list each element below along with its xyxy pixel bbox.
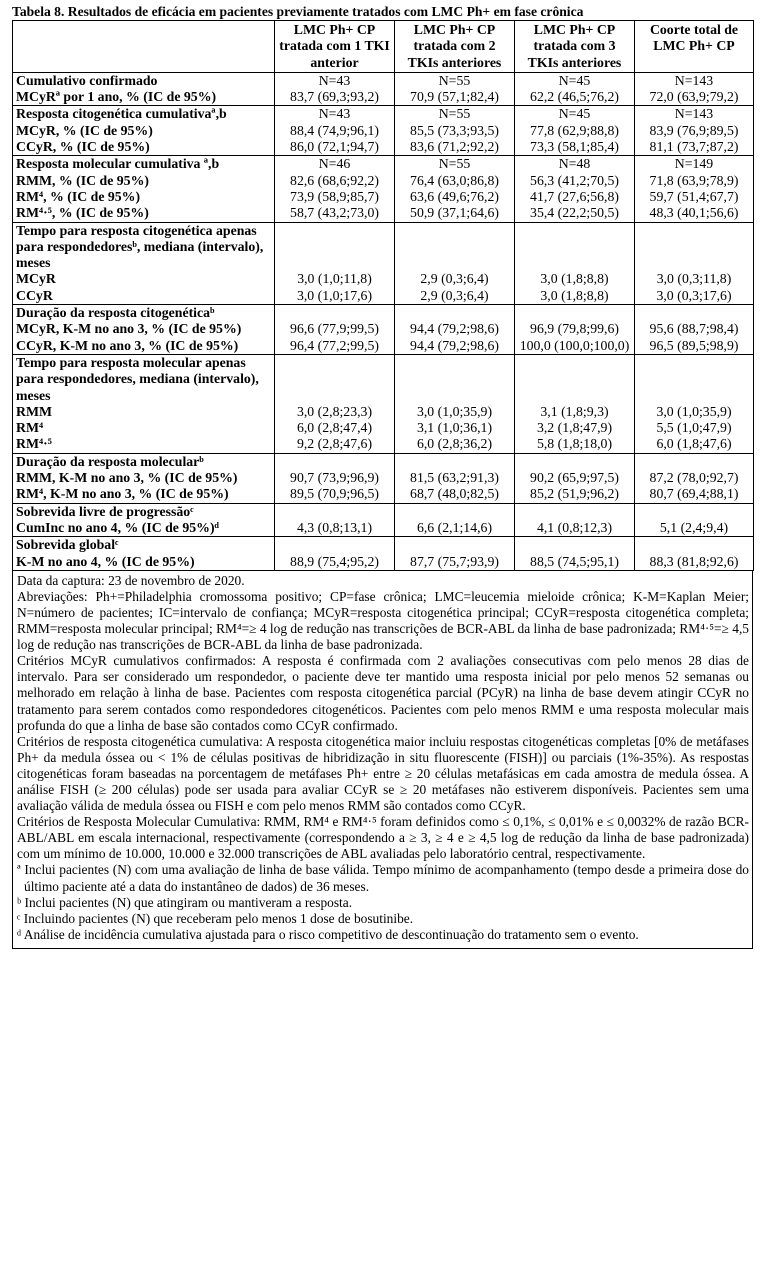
row-value: 83,6 (71,2;92,2) <box>410 139 499 155</box>
row-label: RMM, K-M no ano 3, % (IC de 95%) <box>16 470 238 486</box>
row-value: 72,0 (63,9;79,2) <box>649 89 739 105</box>
value-cell <box>275 503 395 537</box>
table-section <box>13 453 754 503</box>
table-section <box>13 305 754 355</box>
row-value: 3,2 (1,8;47,9) <box>536 420 613 436</box>
value-cell <box>275 354 395 453</box>
row-value: 95,6 (88,7;98,4) <box>649 321 739 337</box>
row-label-cell <box>13 222 275 304</box>
row-label: Cumulativo confirmado <box>16 72 158 88</box>
row-value: 81,5 (63,2;91,3) <box>410 470 499 486</box>
row-label: Resposta molecular cumulativa ª,b <box>16 156 220 172</box>
value-cell <box>275 72 395 106</box>
row-value: N=149 <box>674 156 714 172</box>
row-value: 3,0 (0,3;11,8) <box>656 271 732 287</box>
footnote: ᵈ Análise de incidência cumulativa ajustada para o risco competitivo de descontinuação do tratamento sem o evento. <box>17 926 639 942</box>
row-label-cell <box>13 453 275 503</box>
row-value: 2,9 (0,3;6,4) <box>420 271 489 287</box>
value-cell <box>515 354 635 453</box>
table-section <box>13 537 754 571</box>
value-cell <box>635 222 754 304</box>
row-value: 50,9 (37,1;64,6) <box>410 205 499 221</box>
row-label: MCyR, % (IC de 95%) <box>16 122 153 138</box>
value-cell <box>635 354 754 453</box>
row-label: MCyR <box>16 271 56 287</box>
row-value: 3,0 (0,3;17,6) <box>656 287 732 303</box>
row-label-cell <box>13 354 275 453</box>
header-row <box>13 21 754 73</box>
footnote: ᶜ Incluindo pacientes (N) que receberam pelo menos 1 dose de bosutinibe. <box>17 910 414 926</box>
table-section <box>13 222 754 304</box>
value-cell <box>635 106 754 156</box>
value-cell <box>635 503 754 537</box>
row-value <box>519 355 630 404</box>
row-value: 6,0 (2,8;47,4) <box>296 420 373 436</box>
row-value: 100,0 (100,0;100,0) <box>519 337 630 353</box>
column-header-total: Coorte total de LMC Ph+ CP <box>635 21 754 73</box>
row-label: RM⁴·⁵ <box>16 436 52 452</box>
table-title: Tabela 8. Resultados de eficácia em pacientes previamente tratados com LMC Ph+ em fase crônica <box>12 4 584 19</box>
row-value <box>279 454 390 470</box>
row-value <box>399 305 510 321</box>
value-cell <box>395 354 515 453</box>
efficacy-table <box>12 20 754 571</box>
row-value: 3,0 (1,0;11,8) <box>297 271 372 287</box>
row-value: 6,6 (2,1;14,6) <box>416 519 493 535</box>
value-cell <box>395 106 515 156</box>
row-value <box>399 355 510 404</box>
row-label: RM⁴, K-M no ano 3, % (IC de 95%) <box>16 486 229 502</box>
column-header-3-tki: LMC Ph+ CP tratada com 3 TKIs anteriores <box>515 21 635 73</box>
row-value: 83,9 (76,9;89,5) <box>649 122 739 138</box>
value-cell <box>395 305 515 355</box>
row-label: Duração da resposta citogenéticaᵇ <box>16 305 215 321</box>
row-value: 96,9 (79,8;99,6) <box>530 321 619 337</box>
row-value: N=46 <box>318 156 351 172</box>
row-label: RM⁴·⁵, % (IC de 95%) <box>16 205 149 221</box>
row-value: 81,1 (73,7;87,2) <box>649 139 739 155</box>
row-value: 96,5 (89,5;98,9) <box>649 337 739 353</box>
row-value: 94,4 (79,2;98,6) <box>410 321 499 337</box>
table-notes <box>12 571 753 949</box>
value-cell <box>515 537 635 571</box>
note-paragraph: Abreviações: Ph+=Philadelphia cromossoma positivo; CP=fase crônica; LMC=leucemia mieloide crônica; K-M=Kaplan Meier; N=número de pacientes; IC=intervalo de confiança; MCyR=resposta citogenética principal; CCyR=resposta citogenética completa; RMM=resposta molecular principal; RM⁴=≥ 4 log de redução nas transcrições de BCR-ABL da linha de base padronizada; RM⁴·⁵=≥ 4,5 log de redução nas transcrições de BCR-ABL da linha de base padronizada. <box>17 588 749 653</box>
header-label-cell <box>13 21 275 73</box>
row-value: 3,1 (1,0;36,1) <box>416 420 493 436</box>
row-value: 80,7 (69,4;88,1) <box>649 486 739 502</box>
row-value: 87,2 (78,0;92,7) <box>649 470 739 486</box>
value-cell <box>395 453 515 503</box>
value-cell <box>395 503 515 537</box>
note-paragraph: Critérios de Resposta Molecular Cumulativa: RMM, RM⁴ e RM⁴·⁵ foram definidos como ≤ 0,1%, ≤ 0,01% e ≤ 0,0032% de razão BCR-ABL/ABL em escala internacional, respectivamente (correspondendo a ≥ 3, ≥ 4 e ≥ 4,5 log de redução da linha de base padronizada) com um mínimo de 10.000, 10.000 e 32.000 transcrições de ABL avaliadas pelo laboratório central, respectivamente. <box>17 814 749 862</box>
value-cell <box>275 537 395 571</box>
value-cell <box>515 156 635 222</box>
row-value: 73,3 (58,1;85,4) <box>530 139 619 155</box>
row-value: 5,1 (2,4;9,4) <box>659 519 729 535</box>
row-value <box>639 454 749 470</box>
row-value: 83,7 (69,3;93,2) <box>290 89 379 105</box>
row-value: 3,0 (1,0;35,9) <box>416 403 493 419</box>
row-value: 41,7 (27,6;56,8) <box>530 188 619 204</box>
row-value: 70,9 (57,1;82,4) <box>410 89 499 105</box>
value-cell <box>515 453 635 503</box>
row-value: 63,6 (49,6;76,2) <box>410 188 499 204</box>
footnote: ᵇ Inclui pacientes (N) que atingiram ou mantiveram a resposta. <box>17 894 353 910</box>
value-cell <box>275 453 395 503</box>
row-value <box>639 504 749 520</box>
row-value: N=143 <box>674 72 714 88</box>
value-cell <box>275 222 395 304</box>
row-value: 3,0 (2,8;23,3) <box>296 403 373 419</box>
row-value: 62,2 (46,5;76,2) <box>530 89 619 105</box>
row-value: 82,6 (68,6;92,2) <box>290 172 379 188</box>
row-value: 94,4 (79,2;98,6) <box>410 337 499 353</box>
row-label: CCyR, % (IC de 95%) <box>16 139 150 155</box>
row-label: RM⁴, % (IC de 95%) <box>16 188 141 204</box>
row-value <box>399 454 510 470</box>
row-value: N=55 <box>438 72 471 88</box>
column-header-2-tki: LMC Ph+ CP tratada com 2 TKIs anteriores <box>395 21 515 73</box>
document <box>12 4 753 949</box>
value-cell <box>395 156 515 222</box>
row-value: 4,1 (0,8;12,3) <box>536 519 613 535</box>
row-value: 48,3 (40,1;56,6) <box>649 205 739 221</box>
value-cell <box>515 503 635 537</box>
value-cell <box>515 72 635 106</box>
row-value <box>519 223 630 272</box>
note-paragraph: Data da captura: 23 de novembro de 2020. <box>17 572 245 588</box>
row-label: Duração da resposta molecularᵇ <box>16 453 204 469</box>
row-value: 73,9 (58,9;85,7) <box>290 188 379 204</box>
value-cell <box>275 305 395 355</box>
value-cell <box>275 106 395 156</box>
row-value: 2,9 (0,3;6,4) <box>420 287 489 303</box>
row-value: 5,8 (1,8;18,0) <box>536 436 613 452</box>
row-value: 88,3 (81,8;92,6) <box>649 553 739 569</box>
row-value: N=43 <box>318 106 351 122</box>
row-value: N=55 <box>438 106 471 122</box>
row-value <box>639 305 749 321</box>
table-section <box>13 72 754 106</box>
row-label-cell <box>13 72 275 106</box>
row-value: 6,0 (1,8;47,6) <box>656 436 732 452</box>
row-value: 86,0 (72,1;94,7) <box>290 139 379 155</box>
table-section <box>13 354 754 453</box>
row-value <box>279 305 390 321</box>
row-value: 88,9 (75,4;95,2) <box>290 553 379 569</box>
row-value <box>639 537 749 553</box>
row-value <box>279 355 390 404</box>
footnote: ª Inclui pacientes (N) com uma avaliação de linha de base válida. Tempo mínimo de acompanhamento (tempo desde a primeira dose do último paciente até a data do instantâneo de dados) de 36 meses. <box>17 862 749 894</box>
value-cell <box>395 222 515 304</box>
row-value: 35,4 (22,2;50,5) <box>530 205 619 221</box>
row-value: N=48 <box>558 156 591 172</box>
row-value: 77,8 (62,9;88,8) <box>530 122 619 138</box>
value-cell <box>635 537 754 571</box>
value-cell <box>635 72 754 106</box>
row-label-cell <box>13 106 275 156</box>
row-label: Resposta citogenética cumulativaª,b <box>16 106 227 122</box>
row-value: 85,2 (51,9;96,2) <box>530 486 619 502</box>
value-cell <box>515 106 635 156</box>
row-value: 3,0 (1,0;17,6) <box>296 287 373 303</box>
table-section <box>13 156 754 222</box>
row-label: Sobrevida globalᶜ <box>16 537 119 553</box>
value-cell <box>635 305 754 355</box>
row-value <box>279 537 390 553</box>
row-value: 96,4 (77,2;99,5) <box>290 337 379 353</box>
row-value <box>639 355 749 404</box>
row-value <box>519 537 630 553</box>
row-value: N=45 <box>558 106 591 122</box>
row-value: 96,6 (77,9;99,5) <box>290 321 379 337</box>
row-value: N=43 <box>318 72 351 88</box>
row-value: 3,0 (1,8;8,8) <box>540 287 609 303</box>
row-value: 5,5 (1,0;47,9) <box>656 420 732 436</box>
row-value: N=55 <box>438 156 471 172</box>
note-paragraph: Critérios de resposta citogenética cumulativa: A resposta citogenética maior incluiu respostas citogenéticas completas [0% de metáfases Ph+ da medula óssea ou < 1% de células positivas de hibridização in situ fluorescente (FISH)] ou parciais (1%-35%). As respostas citogenéticas foram baseadas na porcentagem de metáfases Ph+ entre ≥ 20 células metafásicas em cada amostra de medula óssea. A análise FISH (≥ 200 células) pode ser usada para avaliar CCyR se ≥ 20 metáfases não estiverem disponíveis. Pacientes sem uma avaliação válida de medula óssea ou FISH e com pelo menos RMM são contados como CCyR. <box>17 733 749 814</box>
row-value: 88,4 (74,9;96,1) <box>290 122 379 138</box>
row-value: N=45 <box>558 72 591 88</box>
row-label: RMM <box>16 403 53 419</box>
row-label: Sobrevida livre de progressãoᶜ <box>16 503 194 519</box>
row-value: 88,5 (74,5;95,1) <box>530 553 619 569</box>
row-value <box>639 223 749 272</box>
row-label: MCyRª por 1 ano, % (IC de 95%) <box>16 89 217 105</box>
row-value <box>399 223 510 272</box>
value-cell <box>515 222 635 304</box>
row-value: 90,2 (65,9;97,5) <box>530 470 619 486</box>
row-value <box>279 504 390 520</box>
row-label: CumInc no ano 4, % (IC de 95%)ᵈ <box>16 519 220 535</box>
row-value: 56,3 (41,2;70,5) <box>530 172 619 188</box>
row-value: 68,7 (48,0;82,5) <box>410 486 499 502</box>
row-value: 87,7 (75,7;93,9) <box>410 553 499 569</box>
value-cell <box>275 156 395 222</box>
row-value: 85,5 (73,3;93,5) <box>410 122 499 138</box>
row-value <box>399 504 510 520</box>
value-cell <box>515 305 635 355</box>
row-value: 4,3 (0,8;13,1) <box>296 519 373 535</box>
column-header-1-tki: LMC Ph+ CP tratada com 1 TKI anterior <box>275 21 395 73</box>
table-section <box>13 106 754 156</box>
row-label-cell <box>13 503 275 537</box>
row-value: 6,0 (2,8;36,2) <box>416 436 493 452</box>
value-cell <box>635 156 754 222</box>
row-label: Tempo para resposta molecular apenas para respondedores, mediana (intervalo), meses <box>16 354 259 403</box>
row-value: 59,7 (51,4;67,7) <box>649 188 739 204</box>
row-value <box>519 504 630 520</box>
note-paragraph: Critérios MCyR cumulativos confirmados: A resposta é confirmada com 2 avaliações consecutivas com pelo menos 28 dias de intervalo. Para ser considerado um respondedor, o paciente deve ter mantido uma resposta inicial por pelo menos 52 semanas ou melhorado em relação à linha de base. Pacientes com resposta citogenética parcial (PCyR) na linha de base devem atingir CCyR no tratamento para serem contados como respondedores citogenéticos. Pacientes com pelo menos RMM e uma resposta molecular mais profunda do que a linha de base são contados como CCyR confirmado. <box>17 653 749 733</box>
row-label: MCyR, K-M no ano 3, % (IC de 95%) <box>16 321 242 337</box>
row-label: RMM, % (IC de 95%) <box>16 172 149 188</box>
row-value: N=143 <box>674 106 714 122</box>
row-value: 71,8 (63,9;78,9) <box>649 172 739 188</box>
value-cell <box>395 537 515 571</box>
value-cell <box>395 72 515 106</box>
row-label: Tempo para resposta citogenética apenas para respondedoresᵇ, mediana (intervalo), meses <box>16 222 264 271</box>
row-value <box>399 537 510 553</box>
row-value: 89,5 (70,9;96,5) <box>290 486 379 502</box>
row-label-cell <box>13 305 275 355</box>
row-value: 58,7 (43,2;73,0) <box>290 205 379 221</box>
row-value: 9,2 (2,8;47,6) <box>296 436 373 452</box>
row-value <box>519 305 630 321</box>
row-value: 76,4 (63,0;86,8) <box>410 172 499 188</box>
value-cell <box>635 453 754 503</box>
row-label-cell <box>13 537 275 571</box>
row-label: RM⁴ <box>16 420 44 436</box>
row-value: 90,7 (73,9;96,9) <box>290 470 379 486</box>
table-section <box>13 503 754 537</box>
row-value <box>279 223 390 272</box>
row-label: CCyR <box>16 287 53 303</box>
row-value <box>519 454 630 470</box>
row-value: 3,0 (1,0;35,9) <box>656 403 732 419</box>
row-label: K-M no ano 4, % (IC de 95%) <box>16 553 195 569</box>
row-value: 3,0 (1,8;8,8) <box>540 271 609 287</box>
row-label-cell <box>13 156 275 222</box>
row-value: 3,1 (1,8;9,3) <box>540 403 609 419</box>
row-label: CCyR, K-M no ano 3, % (IC de 95%) <box>16 337 239 353</box>
